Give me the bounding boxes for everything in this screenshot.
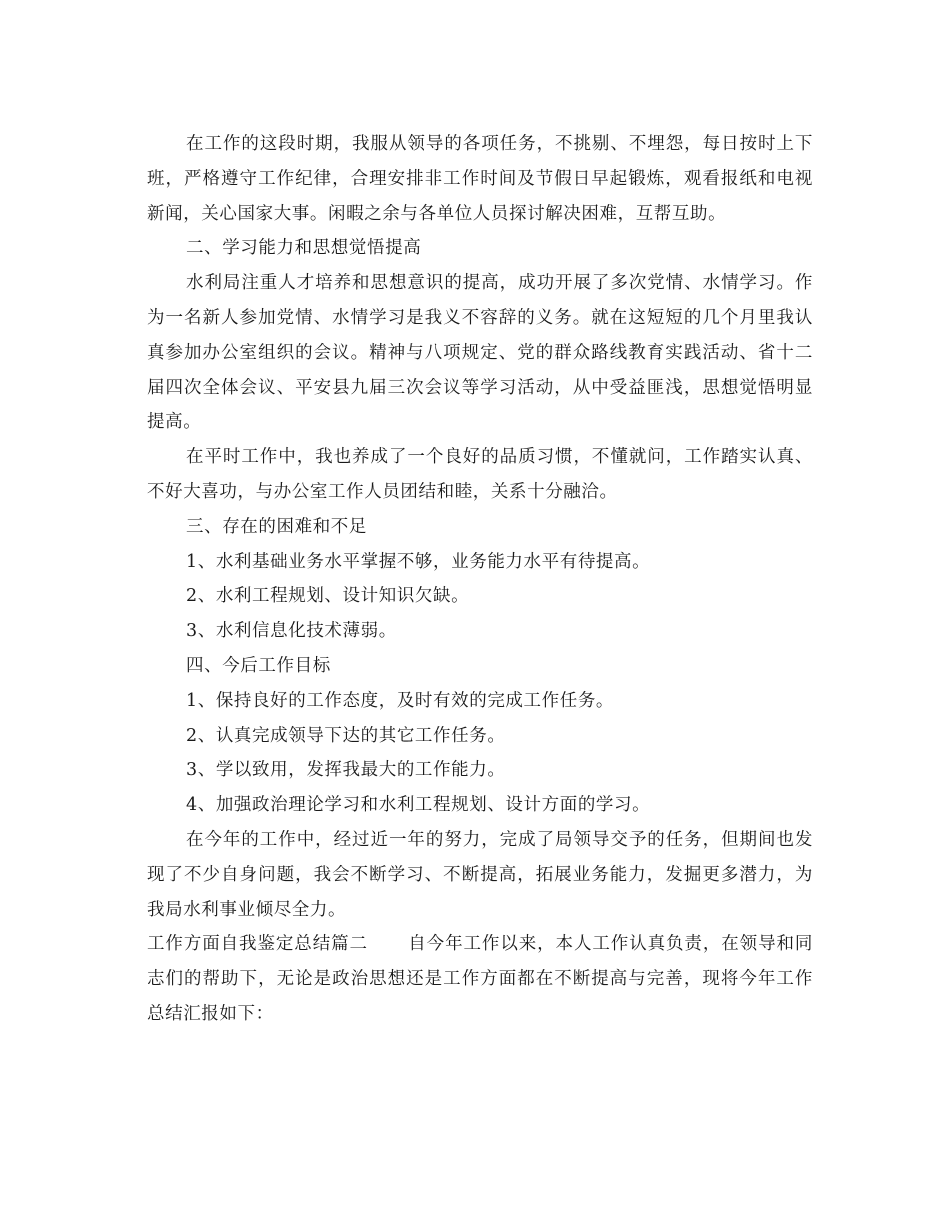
list-item-difficulty-2: 2、水利工程规划、设计知识欠缺。 bbox=[186, 586, 470, 607]
part-two-intro: 自今年工作以来，本人工作认真负责，在领导和同志们的帮助下，无论是政治思想还是工作方面都在不断提高与完善，现将今年工作总结汇报如下： bbox=[147, 934, 814, 1024]
section-heading-goals: 四、今后工作目标 bbox=[186, 655, 331, 676]
document-body bbox=[147, 127, 813, 1032]
section-heading-learning: 二、学习能力和思想觉悟提高 bbox=[186, 238, 422, 259]
paragraph-learning: 水利局注重人才培养和思想意识的提高，成功开展了多次党情、水情学习。作为一名新人参加党情、水情学习是我义不容辞的义务。就在这短短的几个月里我认真参加办公室组织的会议。精神与八项规定、党的群众路线教育实践活动、省十二届四次全体会议、平安县九届三次会议等学习活动，从中受益匪浅，思想觉悟明显提高。 bbox=[147, 273, 813, 433]
list-item-goal-4: 4、加强政治理论学习和水利工程规划、设计方面的学习。 bbox=[186, 795, 651, 816]
part-two-heading: 工作方面自我鉴定总结篇二 bbox=[147, 934, 368, 955]
list-item-goal-3: 3、学以致用，发挥我最大的工作能力。 bbox=[186, 760, 506, 781]
list-item-goal-1: 1、保持良好的工作态度，及时有效的完成工作任务。 bbox=[186, 690, 615, 711]
section-heading-difficulties: 三、存在的困难和不足 bbox=[186, 516, 367, 537]
paragraph-habits: 在平时工作中，我也养成了一个良好的品质习惯，不懂就问，工作踏实认真、不好大喜功，与办公室工作人员团结和睦，关系十分融洽。 bbox=[147, 447, 813, 502]
paragraph-work-period: 在工作的这段时期，我服从领导的各项任务，不挑剔、不埋怨，每日按时上下班，严格遵守工作纪律，合理安排非工作时间及节假日早起锻炼，观看报纸和电视新闻，关心国家大事。闲暇之余与各单位人员探讨解决困难，互帮互助。 bbox=[147, 134, 813, 224]
paragraph-part-two bbox=[147, 927, 813, 1031]
paragraph-conclusion: 在今年的工作中，经过近一年的努力，完成了局领导交予的任务，但期间也发现了不少自身问题，我会不断学习、不断提高，拓展业务能力，发掘更多潜力，为我局水利事业倾尽全力。 bbox=[147, 829, 813, 920]
list-item-difficulty-3: 3、水利信息化技术薄弱。 bbox=[186, 621, 397, 642]
list-item-difficulty-1: 1、水利基础业务水平掌握不够，业务能力水平有待提高。 bbox=[186, 551, 651, 572]
list-item-goal-2: 2、认真完成领导下达的其它工作任务。 bbox=[186, 725, 506, 746]
